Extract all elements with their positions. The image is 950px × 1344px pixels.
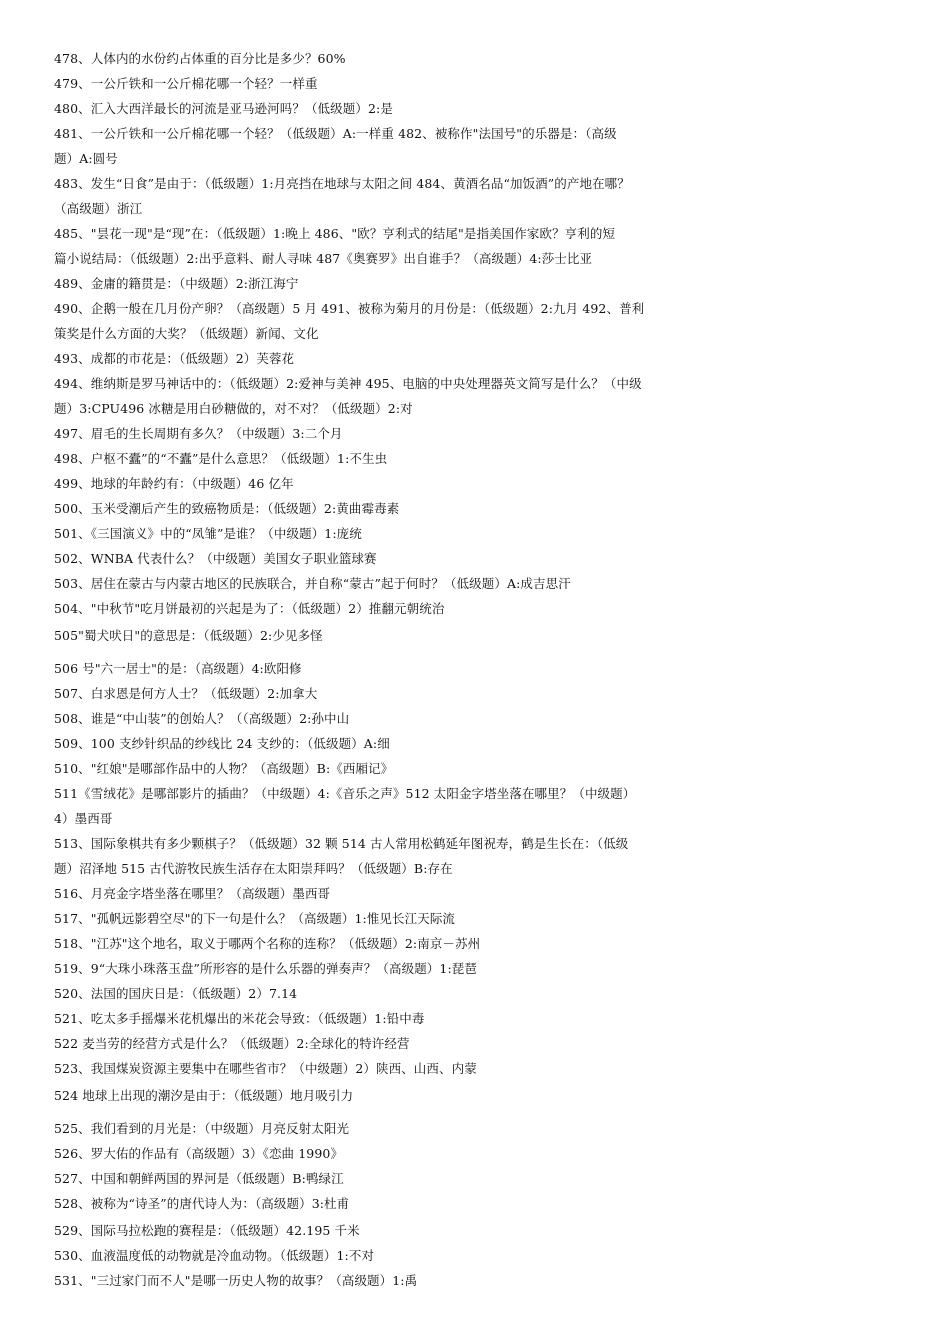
text-line-526: 526、罗大佑的作品有（高级题）3）《恋曲 1990》 <box>54 1146 344 1161</box>
text-line-499: 499、地球的年龄约有：（中级题）46 亿年 <box>54 476 294 491</box>
text-line-524: 524 地球上出现的潮汐是由于：（低级题）地月吸引力 <box>54 1088 354 1103</box>
text-line-480: 480、汇入大西洋最长的河流是亚马逊河吗？（低级题）2:是 <box>54 101 393 116</box>
text-line-501: 501、《三国演义》中的“凤雏”是谁？（中级题）1:庞统 <box>54 526 362 541</box>
text-line-489: 489、金庸的籍贯是：（中级题）2:浙江海宁 <box>54 276 299 291</box>
text-line-494-cont: 题）3:CPU496 冰糖是用白砂糖做的，对不对？（低级题）2:对 <box>54 401 413 416</box>
text-line-521: 521、吃太多手摇爆米花机爆出的米花会导致：（低级题）1:铅中毒 <box>54 1011 425 1026</box>
text-line-511-cont: 4）墨西哥 <box>54 811 113 826</box>
text-line-519: 519、9“大珠小珠落玉盘”所形容的是什么乐器的弹奏声？（高级题）1:琵琶 <box>54 961 477 976</box>
text-line-507: 507、白求恩是何方人士？（低级题）2:加拿大 <box>54 686 318 701</box>
text-line-500: 500、玉米受潮后产生的致癌物质是：（低级题）2:黄曲霉毒素 <box>54 501 400 516</box>
text-line-523: 523、我国煤炭资源主要集中在哪些省市？（中级题）2）陕西、山西、内蒙 <box>54 1061 477 1076</box>
text-line-490-cont: 策奖是什么方面的大奖？（低级题）新闻、文化 <box>54 326 319 341</box>
text-line-528: 528、被称为“诗圣”的唐代诗人为：（高级题）3:杜甫 <box>54 1196 350 1211</box>
text-line-485-cont: 篇小说结局：（低级题）2:出乎意料、耐人寻味 487《奥赛罗》出自谁手？（高级题）4:莎士比亚 <box>54 251 593 266</box>
text-line-490: 490、企鹅一般在几月份产卵？（高级题）5 月 491、被称为菊月的月份是：（低级题）2:九月 492、普利 <box>54 301 645 316</box>
text-line-506: 506 号"六一居士"的是：（高级题）4:欧阳修 <box>54 661 302 676</box>
text-line-530: 530、血液温度低的动物就是冷血动物。（低级题）1:不对 <box>54 1248 375 1263</box>
text-line-525: 525、我们看到的月光是：（中级题）月亮反射太阳光 <box>54 1121 350 1136</box>
text-line-503: 503、居住在蒙古与内蒙古地区的民族联合，并自称“蒙古”起于何时？（低级题）A:成吉思汗 <box>54 576 571 591</box>
text-line-527: 527、中国和朝鲜两国的界河是（低级题）B:鸭绿江 <box>54 1171 344 1186</box>
text-line-505: 505"蜀犬吠日"的意思是：（低级题）2:少见多怪 <box>54 628 323 643</box>
text-line-483-cont: （高级题）浙江 <box>54 201 143 216</box>
text-line-504: 504、"中秋节"吃月饼最初的兴起是为了：（低级题）2）推翻元朝统治 <box>54 601 445 616</box>
text-line-511: 511《雪绒花》是哪部影片的插曲？（中级题）4:《音乐之声》512 太阳金字塔坐落在哪里？（中级题） <box>54 786 636 801</box>
text-line-531: 531、"三过家门而不人"是哪一历史人物的故事？（高级题）1:禹 <box>54 1273 418 1288</box>
text-line-518: 518、"江苏"这个地名，取义于哪两个名称的连称？（低级题）2:南京－苏州 <box>54 936 481 951</box>
text-line-481-cont: 题）A:圆号 <box>54 151 118 166</box>
text-line-509: 509、100 支纱针织品的纱线比 24 支纱的：（低级题）A:细 <box>54 736 390 751</box>
text-line-522: 522 麦当劳的经营方式是什么？（低级题）2:全球化的特许经营 <box>54 1036 410 1051</box>
document-page <box>54 46 714 1293</box>
text-line-520: 520、法国的国庆日是：（低级题）2）7.14 <box>54 986 298 1001</box>
text-line-513: 513、国际象棋共有多少颗棋子？（低级题）32 颗 514 古人常用松鹤延年图祝寿，鹤是生长在：（低级 <box>54 836 629 851</box>
text-line-494: 494、维纳斯是罗马神话中的：（低级题）2:爱神与美神 495、电脑的中央处理器英文简写是什么？（中级 <box>54 376 642 391</box>
text-line-498: 498、户枢不蠹”的“不蠹”是什么意思？（低级题）1:不生虫 <box>54 451 388 466</box>
text-line-510: 510、"红娘"是哪部作品中的人物？（高级题）B:《西厢记》 <box>54 761 394 776</box>
text-line-493: 493、成都的市花是：（低级题）2）芙蓉花 <box>54 351 295 366</box>
text-line-516: 516、月亮金字塔坐落在哪里？（高级题）墨西哥 <box>54 886 331 901</box>
text-line-517: 517、"孤帆远影碧空尽"的下一句是什么？（高级题）1:惟见长江天际流 <box>54 911 456 926</box>
text-line-483: 483、发生“日食”是由于：（低级题）1:月亮挡在地球与太阳之间 484、黄酒名品“加饭酒”的产地在哪？ <box>54 176 630 191</box>
text-line-497: 497、眉毛的生长周期有多久？（中级题）3:二个月 <box>54 426 343 441</box>
text-line-485: 485、"昙花一现"是“现”在：（低级题）1:晚上 486、"欧？亨利式的结尾"是指美国作家欧？亨利的短 <box>54 226 616 241</box>
text-line-502: 502、WNBA 代表什么？（中级题）美国女子职业篮球赛 <box>54 551 377 566</box>
text-line-481: 481、一公斤铁和一公斤棉花哪一个轻？（低级题）A:一样重 482、被称作"法国号"的乐器是：（高级 <box>54 126 617 141</box>
text-line-508: 508、谁是“中山装”的创始人？（（高级题）2:孙中山 <box>54 711 350 726</box>
text-line-529: 529、国际马拉松跑的赛程是：（低级题）42.195 千米 <box>54 1223 360 1238</box>
text-line-513-cont: 题）沼泽地 515 古代游牧民族生活存在太阳崇拜吗？（低级题）B:存在 <box>54 861 453 876</box>
text-line-479: 479、一公斤铁和一公斤棉花哪一个轻？一样重 <box>54 76 318 91</box>
text-line-478: 478、人体内的水份约占体重的百分比是多少？60% <box>54 51 346 66</box>
